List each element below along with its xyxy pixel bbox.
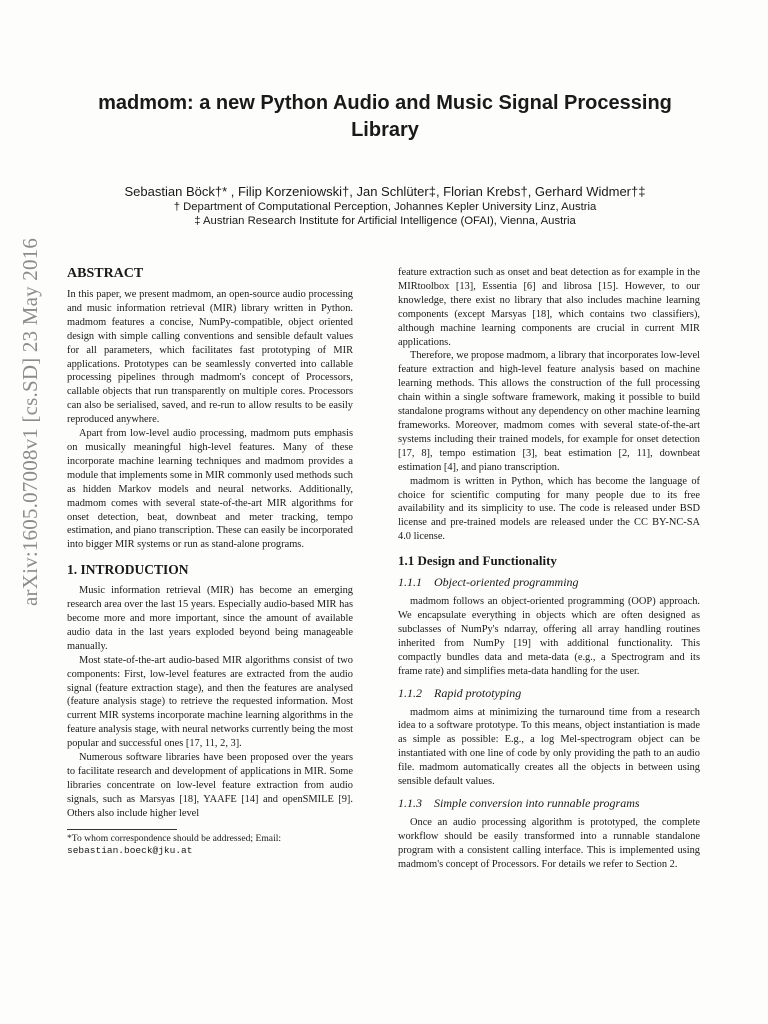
- subsection-1-1-heading: 1.1 Design and Functionality: [398, 553, 557, 569]
- paragraph-1-1-2: madmom aims at minimizing the turnaround time from a research idea to a software prototype. To this means, object instantiation is made as simple as possible: E.g., a log Mel-spectrogram object can be instantiated with one line of code by only providing the path to an audio file. madmom automatically creates all the objects in between using sensible default values.: [398, 706, 700, 788]
- affiliation-1: † Department of Computational Perception, Johannes Kepler University Linz, Austria: [173, 201, 597, 213]
- subsubsection-number: 1.1.3: [398, 796, 422, 810]
- subsubsection-number: 1.1.2: [398, 685, 422, 700]
- subsubsection-title: Object-oriented programming: [434, 575, 579, 590]
- right-column: [398, 266, 700, 872]
- right-paragraph-3: madmom is written in Python, which has become the language of choice for scientific computing for many people due to its free availability and its simplicity to use. The code is released under BSD license and pre-trained models are released under the CC BY-NC-SA 4.0 license.: [398, 475, 700, 543]
- subsubsection-title: Simple conversion into runnable programs: [434, 796, 640, 810]
- footnote-rule: [67, 829, 177, 830]
- subsubsection-1-1-2-heading: [398, 686, 700, 700]
- intro-paragraph-3: Numerous software libraries have been proposed over the years to facilitate research and development of applications in MIR. Some libraries concentrate on low-level feature extraction from audio signals, such as Marsyas [18], YAAFE [14] and openSMILE [9]. Others also include higher level: [67, 752, 353, 819]
- subsubsection-number: 1.1.1: [398, 575, 422, 590]
- footnote-email: sebastian.boeck@jku.at: [67, 844, 193, 856]
- subsubsection-1-1-1-heading: [398, 575, 700, 589]
- intro-paragraph-1: Music information retrieval (MIR) has become an emerging research area over the last 15 years. Especially audio-based MIR has become more and more important, since the amount of available audio data in the last years exploded beyond being manageable manually.: [67, 585, 353, 652]
- affiliation-2: ‡ Austrian Research Institute for Artificial Intelligence (OFAI), Vienna, Austria: [194, 215, 576, 227]
- footnote: [67, 833, 353, 857]
- subsubsection-title: Rapid prototyping: [434, 685, 522, 700]
- paper-title: madmom: a new Python Audio and Music Signal Processing Library: [98, 92, 672, 141]
- arxiv-stamp: arXiv:1605.07008v1 [cs.SD] 23 May 2016: [18, 238, 42, 607]
- right-paragraph-2: Therefore, we propose madmom, a library that incorporates low-level feature extraction and high-level feature analysis based on machine learning methods. This allows the construction of the full processing chain within a single software framework, making it possible to build standalone programs without any dependency on other machine learning frameworks. Moreover, madmom comes with several state-of-the-art systems including their trained models, for example for onset detection [17, 8], tempo estimation [3], beat estimation [2, 11], downbeat estimation [4], and piano transcription.: [398, 350, 700, 473]
- abstract-paragraph-2: Apart from low-level audio processing, madmom puts emphasis on musically meaningful high-level features. Many of these incorporate machine learning techniques and madmom provides a module that implements some in MIR commonly used methods such as hidden Markov models and neural networks. Additionally, madmom comes with several state-of-the-art MIR algorithms for onset detection, beat, downbeat and meter tracking, tempo estimation, and piano transcription. These can easily be incorporated into bigger MIR systems or run as stand-alone programs.: [67, 428, 354, 551]
- abstract-paragraph-1: In this paper, we present madmom, an open-source audio processing and music information retrieval (MIR) library written in Python. madmom features a concise, NumPy-compatible, object oriented design with simple calling conventions and sensible default values for all parameters, which facilitates fast prototyping of MIR applications. Prototypes can be seamlessly converted into callable processing pipelines through madmom's concept of Processors, callable objects that run transparently on multiple cores. Processors can also be serialised, saved, and re-run to allow results to be easily reproduced anywhere.: [67, 289, 353, 426]
- paragraph-1-1-1: madmom follows an object-oriented programming (OOP) approach. We encapsulate everything in objects which are often designed as subclasses of NumPy's ndarray, offering all array handling routines inherited from NumPy [19] with additional functionality. This compactly bundles data and meta-data (e.g., a Spectrogram and its frame rate) and simplifies meta-data handling for the user.: [398, 596, 700, 677]
- right-paragraph-1: feature extraction such as onset and beat detection as for example in the MIRtoolbox [13], Essentia [6] and librosa [15]. However, to our knowledge, there exist no library that also includes machine learning components (except Marsyas [18], which contains two classifiers), although machine learning components are crucial in current MIR applications.: [398, 267, 700, 348]
- intro-heading: 1. INTRODUCTION: [67, 562, 189, 578]
- abstract-heading: ABSTRACT: [67, 266, 144, 281]
- intro-paragraph-2: Most state-of-the-art audio-based MIR algorithms consist of two components: First, low-level features are extracted from the audio signal (feature extraction stage), and then the features are analysed (feature analysis stage) to retrieve the requested information. Most current MIR systems incorporate machine learning algorithms in the feature analysis stage, with neural networks currently being the most popular and successful ones [17, 11, 2, 3].: [67, 654, 353, 750]
- footnote-text: *To whom correspondence should be addressed; Email:: [67, 832, 282, 844]
- paragraph-1-1-3: Once an audio processing algorithm is prototyped, the complete workflow should be easily transformed into a runnable standalone program with a consistent calling interface. This is implemented using madmom's concept of Processors. For details we refer to Section 2.: [398, 817, 700, 870]
- author-list: Sebastian Böck†* , Filip Korzeniowski†, Jan Schlüter‡, Florian Krebs†, Gerhard Widmer†‡: [124, 184, 646, 199]
- subsubsection-1-1-3-heading: [398, 796, 700, 810]
- left-column: [67, 266, 353, 857]
